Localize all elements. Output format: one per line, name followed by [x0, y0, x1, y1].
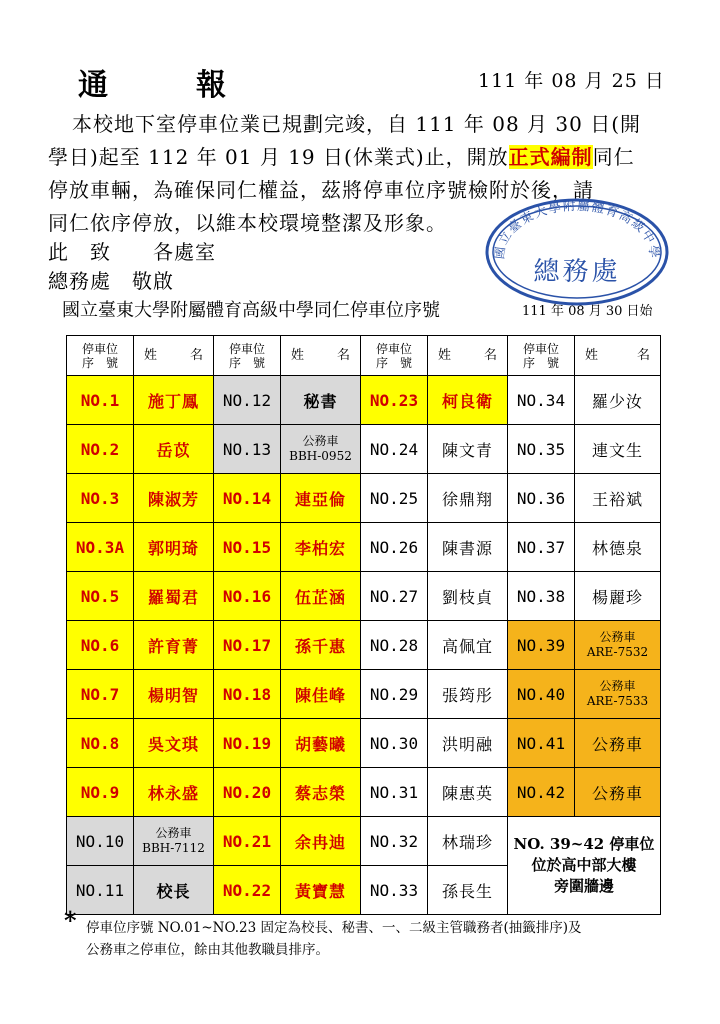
slot-assignee: 楊明智 [134, 670, 214, 719]
parking-location-note: NO. 39~42 停車位 位於高中部大樓 旁圍牆邊 [508, 817, 661, 915]
slot-assignee: 孫長生 [428, 866, 508, 915]
slot-assignee: 柯良衛 [428, 376, 508, 425]
body-line-2-pre: 學日)起至 112 年 01 月 19 日(休業式)止，開放 [48, 145, 509, 169]
slot-number: NO.36 [508, 474, 575, 523]
slot-number: NO.35 [508, 425, 575, 474]
header-name [134, 336, 214, 376]
header-slot-label: 序 號 [375, 355, 412, 370]
slot-number: NO.15 [214, 523, 281, 572]
footnote-star: * [64, 906, 77, 935]
slot-number: NO.39 [508, 621, 575, 670]
slot-assignee: 楊麗珍 [575, 572, 661, 621]
table-row [67, 719, 661, 768]
notice-title: 通報 [78, 68, 314, 103]
header-name-label: 名 [189, 347, 203, 363]
svg-text:國立臺東大學附屬體育高級中學 [491, 198, 662, 260]
slot-number: NO.5 [67, 572, 134, 621]
slot-assignee: 連亞倫 [281, 474, 361, 523]
slot-number: NO.42 [508, 768, 575, 817]
table-row [67, 425, 661, 474]
slot-number: NO.6 [67, 621, 134, 670]
slot-number: NO.27 [361, 572, 428, 621]
header-name-label: 名 [336, 347, 350, 363]
slot-number: NO.40 [508, 670, 575, 719]
slot-assignee: 公務車 [575, 719, 661, 768]
slot-number: NO.14 [214, 474, 281, 523]
salutation: 此 致 各處室 [48, 240, 216, 264]
table-title: 國立臺東大學附屬體育高級中學同仁停車位序號 [62, 300, 440, 321]
table-row [67, 621, 661, 670]
header-name [428, 336, 508, 376]
slot-number: NO.20 [214, 768, 281, 817]
slot-number: NO.28 [361, 621, 428, 670]
header-name-label: 名 [483, 347, 497, 363]
table-row [67, 474, 661, 523]
header-name-label: 姓 [144, 347, 158, 363]
slot-number: NO.34 [508, 376, 575, 425]
slot-assignee: 徐鼎翔 [428, 474, 508, 523]
slot-number: NO.17 [214, 621, 281, 670]
slot-assignee: 陳惠英 [428, 768, 508, 817]
slot-assignee: 羅蜀君 [134, 572, 214, 621]
slot-assignee: 連文生 [575, 425, 661, 474]
slot-assignee: 劉枝貞 [428, 572, 508, 621]
header-name-label: 姓 [438, 347, 452, 363]
header-name [281, 336, 361, 376]
slot-assignee: 余冉迪 [281, 817, 361, 866]
slot-assignee: 吳文琪 [134, 719, 214, 768]
slot-assignee: 許育菁 [134, 621, 214, 670]
parking-table [66, 335, 661, 915]
slot-assignee: 公務車 BBH-0952 [281, 425, 361, 474]
slot-number: NO.37 [508, 523, 575, 572]
footnote-line-2: 公務車之停車位，餘由其他教職員排序。 [86, 942, 329, 958]
slot-assignee: 胡藝曦 [281, 719, 361, 768]
header-slot-label: 序 號 [228, 355, 265, 370]
table-start-date: 111 年 08 月 30 日始 [522, 304, 653, 319]
slot-assignee: 孫千惠 [281, 621, 361, 670]
slot-assignee: 王裕斌 [575, 474, 661, 523]
seal-outer-text: 國立臺東大學附屬體育高級中學 [491, 197, 663, 260]
slot-assignee: 李柏宏 [281, 523, 361, 572]
header-slot-label: 停車位 [375, 341, 412, 356]
notice-date: 111 年 08 月 25 日 [478, 70, 665, 92]
slot-assignee: 公務車 BBH-7112 [134, 817, 214, 866]
slot-number: NO.26 [361, 523, 428, 572]
slot-assignee: 陳文青 [428, 425, 508, 474]
slot-assignee: 蔡志榮 [281, 768, 361, 817]
slot-assignee: 高佩宜 [428, 621, 508, 670]
slot-number: NO.38 [508, 572, 575, 621]
body-line-3: 停放車輛，為確保同仁權益，茲將停車位序號檢附於後，請 [48, 178, 594, 202]
table-row [67, 670, 661, 719]
slot-assignee: 公務車 ARE-7532 [575, 621, 661, 670]
slot-assignee: 張筠彤 [428, 670, 508, 719]
slot-number: NO.3 [67, 474, 134, 523]
slot-number: NO.41 [508, 719, 575, 768]
header-name-label: 名 [636, 347, 650, 363]
slot-assignee: 陳淑芳 [134, 474, 214, 523]
slot-number: NO.10 [67, 817, 134, 866]
slot-assignee: 洪明融 [428, 719, 508, 768]
slot-assignee: 公務車 ARE-7533 [575, 670, 661, 719]
slot-assignee: 施丁鳳 [134, 376, 214, 425]
slot-assignee: 秘書 [281, 376, 361, 425]
table-header-row [67, 336, 661, 376]
slot-assignee: 陳書源 [428, 523, 508, 572]
header-slot-number [361, 336, 428, 376]
table-row [67, 572, 661, 621]
slot-number: NO.31 [361, 768, 428, 817]
slot-assignee: 陳佳峰 [281, 670, 361, 719]
slot-number: NO.32 [361, 817, 428, 866]
slot-assignee: 羅少汝 [575, 376, 661, 425]
signature: 總務處 敬啟 [48, 269, 174, 293]
header-slot-label: 停車位 [81, 341, 118, 356]
slot-number: NO.16 [214, 572, 281, 621]
slot-assignee: 林永盛 [134, 768, 214, 817]
header-slot-number [214, 336, 281, 376]
header-slot-label: 停車位 [228, 341, 265, 356]
slot-assignee: 林瑞珍 [428, 817, 508, 866]
header-name-label: 姓 [585, 347, 599, 363]
general-affairs-seal [482, 194, 672, 306]
slot-number: NO.29 [361, 670, 428, 719]
table-row [67, 523, 661, 572]
slot-number: NO.23 [361, 376, 428, 425]
slot-assignee: 公務車 [575, 768, 661, 817]
table-row [67, 768, 661, 817]
body-line-1: 本校地下室停車位業已規劃完竣，自 111 年 08 月 30 日(開 [72, 112, 642, 136]
body-line-2-post: 同仁 [592, 145, 635, 169]
seal-inner-text: 總務處 [533, 257, 621, 287]
header-slot-number [508, 336, 575, 376]
slot-assignee: 校長 [134, 866, 214, 915]
slot-number: NO.7 [67, 670, 134, 719]
header-slot-label: 序 號 [522, 355, 559, 370]
slot-number: NO.19 [214, 719, 281, 768]
slot-assignee: 伍芷涵 [281, 572, 361, 621]
header-slot-label: 序 號 [81, 355, 118, 370]
slot-number: NO.3A [67, 523, 134, 572]
header-slot-label: 停車位 [522, 341, 559, 356]
highlight-official-staff: 正式編制 [508, 145, 593, 169]
body-line-4: 同仁依序停放，以維本校環境整潔及形象。 [48, 211, 447, 235]
slot-number: NO.22 [214, 866, 281, 915]
slot-number: NO.8 [67, 719, 134, 768]
slot-number: NO.21 [214, 817, 281, 866]
slot-number: NO.25 [361, 474, 428, 523]
slot-number: NO.1 [67, 376, 134, 425]
slot-assignee: 郭明琦 [134, 523, 214, 572]
slot-assignee: 岳苡 [134, 425, 214, 474]
header-slot-number [67, 336, 134, 376]
slot-number: NO.33 [361, 866, 428, 915]
slot-assignee: 黃寶慧 [281, 866, 361, 915]
slot-number: NO.12 [214, 376, 281, 425]
header-name [575, 336, 661, 376]
table-row [67, 376, 661, 425]
slot-number: NO.9 [67, 768, 134, 817]
slot-number: NO.24 [361, 425, 428, 474]
slot-number: NO.2 [67, 425, 134, 474]
slot-number: NO.11 [67, 866, 134, 915]
body-line-2 [48, 141, 635, 170]
slot-assignee: 林德泉 [575, 523, 661, 572]
header-name-label: 姓 [291, 347, 305, 363]
footnote-line-1: 停車位序號 NO.01~NO.23 固定為校長、秘書、一、二級主管職務者(抽籤排序)及 [86, 920, 582, 936]
slot-number: NO.13 [214, 425, 281, 474]
table-row [67, 817, 661, 866]
slot-number: NO.18 [214, 670, 281, 719]
slot-number: NO.30 [361, 719, 428, 768]
